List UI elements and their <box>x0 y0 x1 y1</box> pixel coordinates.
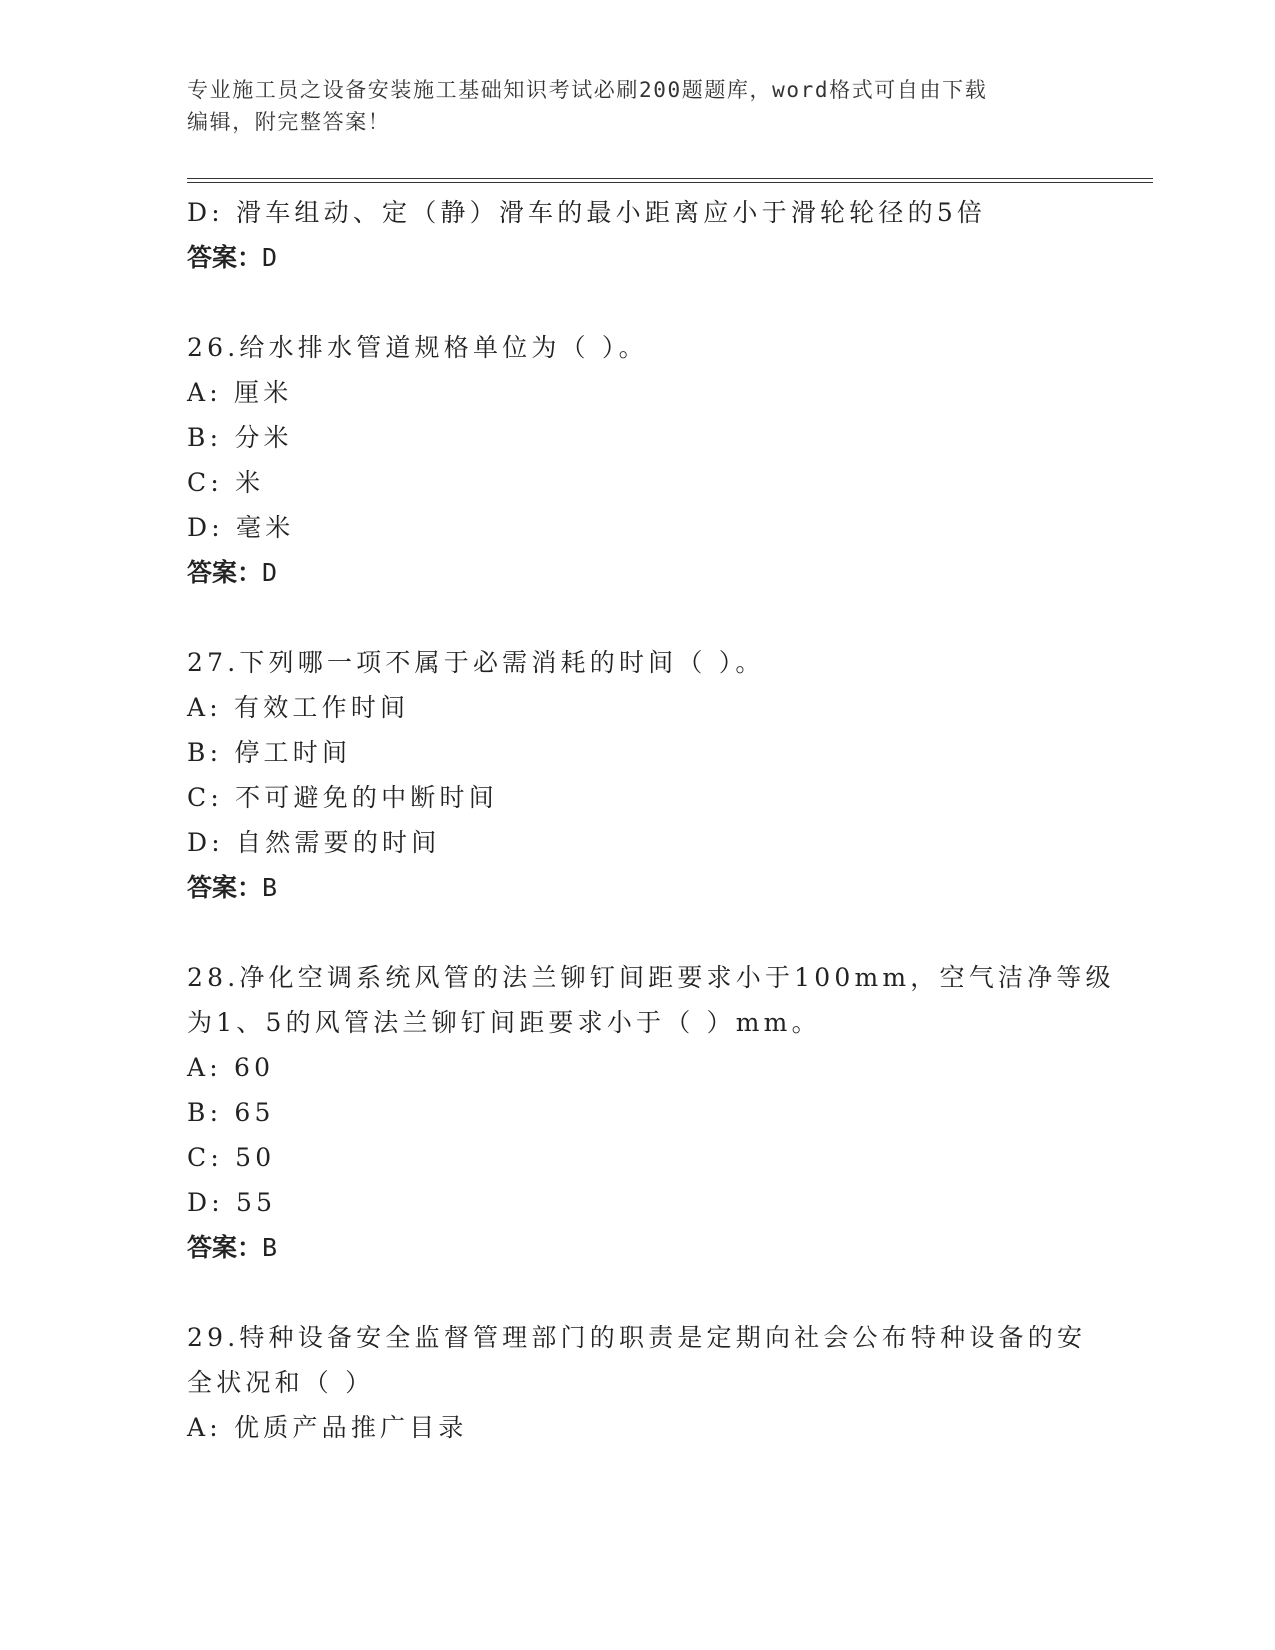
question-stem: 27.下列哪一项不属于必需消耗的时间（ ）。 <box>187 648 765 677</box>
option-b: B: 分米 <box>187 423 293 452</box>
question-27 <box>187 640 1087 910</box>
answer-label: 答案： <box>187 558 263 587</box>
question-28 <box>187 955 1115 1270</box>
option-c: C: 50 <box>187 1143 276 1172</box>
option-c: C: 米 <box>187 468 265 497</box>
spacer <box>187 280 1087 325</box>
option-a: A: 有效工作时间 <box>187 693 410 722</box>
header-divider-bottom <box>187 182 1153 183</box>
spacer <box>187 910 1087 955</box>
question-stem-line-2: 为1、5的风管法兰铆钉间距要求小于（ ）mm。 <box>187 1008 821 1037</box>
answer-value: D <box>262 558 278 587</box>
option-d: D: 滑车组动、定（静）滑车的最小距离应小于滑轮轮径的5倍 <box>187 198 987 227</box>
document-header <box>187 74 1067 138</box>
answer-line <box>187 865 1087 910</box>
answer-line <box>187 235 1087 280</box>
option-a: A: 优质产品推广目录 <box>187 1413 468 1442</box>
option-a: A: 厘米 <box>187 378 293 407</box>
answer-line <box>187 1225 1087 1270</box>
option-d: D: 毫米 <box>187 513 295 542</box>
option-b: B: 65 <box>187 1098 275 1127</box>
answer-value: B <box>262 1233 278 1262</box>
question-stem: 26.给水排水管道规格单位为（ ）。 <box>187 333 648 362</box>
question-body <box>187 190 1115 1450</box>
question-stem-line-2: 全状况和（ ） <box>187 1368 375 1397</box>
answer-label: 答案： <box>187 1233 263 1262</box>
option-d: D: 55 <box>187 1188 277 1217</box>
question-26 <box>187 325 1087 595</box>
answer-value: B <box>262 873 278 902</box>
option-a: A: 60 <box>187 1053 275 1082</box>
header-line-2: 编辑，附完整答案！ <box>187 110 391 134</box>
question-29 <box>187 1315 1087 1450</box>
question-stem-line-1: 29.特种设备安全监督管理部门的职责是定期向社会公布特种设备的安 <box>187 1323 1087 1352</box>
answer-label: 答案： <box>187 873 263 902</box>
spacer <box>187 595 1087 640</box>
option-c: C: 不可避免的中断时间 <box>187 783 498 812</box>
answer-line <box>187 550 1087 595</box>
answer-value: D <box>262 243 278 272</box>
question-stem-line-1: 28.净化空调系统风管的法兰铆钉间距要求小于100mm，空气洁净等级 <box>187 963 1115 992</box>
header-divider-top <box>187 178 1153 179</box>
option-d: D: 自然需要的时间 <box>187 828 441 857</box>
header-line-1: 专业施工员之设备安装施工基础知识考试必刷200题题库，word格式可自由下载 <box>187 78 988 102</box>
spacer <box>187 1270 1087 1315</box>
answer-label: 答案： <box>187 243 263 272</box>
option-b: B: 停工时间 <box>187 738 352 767</box>
